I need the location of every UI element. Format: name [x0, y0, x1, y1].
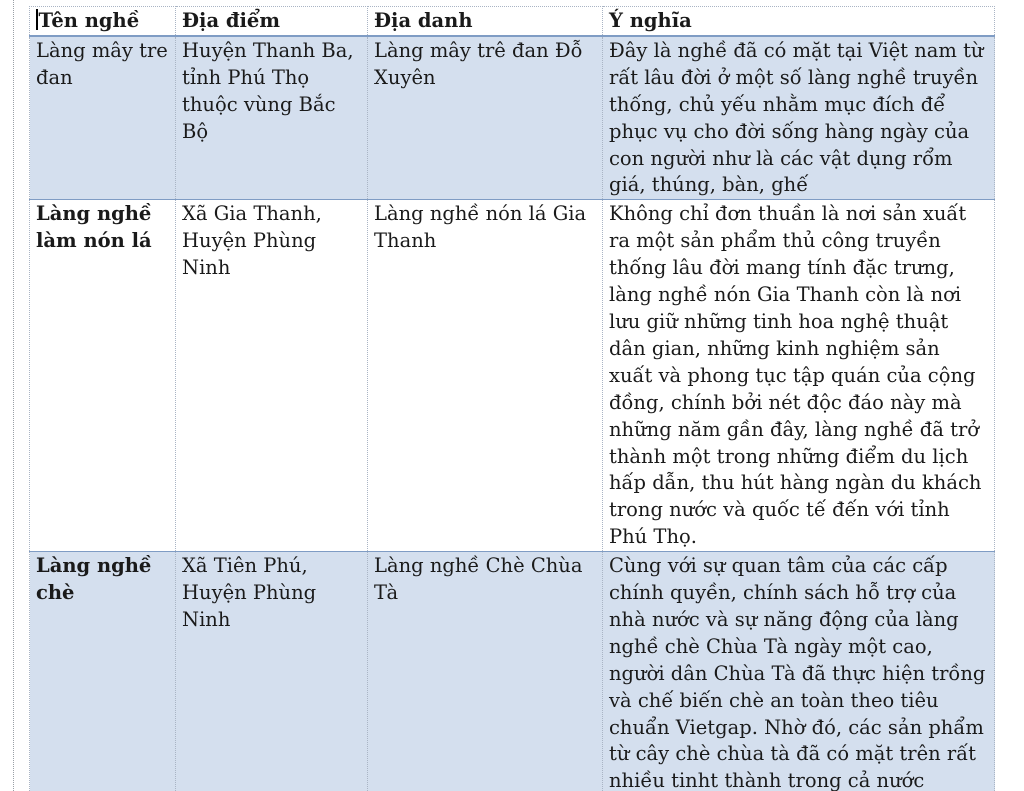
cell-meaning[interactable]: Đây là nghề đã có mặt tại Việt nam từ rất lâu đời ở một số làng nghề truyền thống, chủ yếu nhằm mục đích để phục vụ cho đời sống hàng ngày của con người như là các vật dụng rổm giá, thúng, bàn, ghế — [603, 36, 995, 200]
cell-location[interactable]: Xã Tiên Phú, Huyện Phùng Ninh — [176, 552, 368, 791]
table-row — [30, 552, 995, 791]
cell-place-name[interactable]: Làng nghề nón lá Gia Thanh — [368, 200, 603, 552]
header-cell-location[interactable]: Địa điểm — [176, 7, 368, 36]
cell-meaning[interactable]: Không chỉ đơn thuần là nơi sản xuất ra một sản phẩm thủ công truyền thống lâu đời mang tính đặc trưng, làng nghề nón Gia Thanh còn là nơi lưu giữ những tinh hoa nghệ thuật dân gian, những kinh nghiệm sản xuất và phong tục tập quán của cộng đồng, chính bởi nét độc đáo này mà những năm gần đây, làng nghề đã trở thành một trong những điểm du lịch hấp dẫn, thu hút hàng ngàn du khách trong nước và quốc tế đến với tỉnh Phú Thọ. — [603, 200, 995, 552]
header-cell-place[interactable]: Địa danh — [368, 7, 603, 36]
cell-place-name[interactable]: Làng mây trê đan Đỗ Xuyên — [368, 36, 603, 200]
page-margin-guide — [13, 0, 14, 791]
cell-meaning[interactable]: Cùng với sự quan tâm của các cấp chính quyền, chính sách hỗ trợ của nhà nước và sự năng động của làng nghề chè Chùa Tà ngày một cao, người dân Chùa Tà đã thực hiện trồng và chế biến chè an toàn theo tiêu chuẩn Vietgap. Nhờ đó, các sản phẩm từ cây chè chùa tà đã có mặt trên rất nhiều tinht thành trong cả nước — [603, 552, 995, 791]
cell-craft-name[interactable]: Làng mây tre đan — [30, 36, 176, 200]
header-cell-meaning[interactable]: Ý nghĩa — [603, 7, 995, 36]
craft-villages-table — [29, 6, 995, 791]
header-cell-name[interactable]: Tên nghề — [30, 7, 176, 36]
table-header-row — [30, 7, 995, 36]
cell-place-name[interactable]: Làng nghề Chè Chùa Tà — [368, 552, 603, 791]
cell-location[interactable]: Huyện Thanh Ba, tỉnh Phú Thọ thuộc vùng Bắc Bộ — [176, 36, 368, 200]
table-row — [30, 200, 995, 552]
text-cursor — [36, 9, 38, 30]
cell-craft-name[interactable]: Làng nghề làm nón lá — [30, 200, 176, 552]
table-row — [30, 36, 995, 200]
cell-location[interactable]: Xã Gia Thanh, Huyện Phùng Ninh — [176, 200, 368, 552]
cell-craft-name[interactable]: Làng nghề chè — [30, 552, 176, 791]
